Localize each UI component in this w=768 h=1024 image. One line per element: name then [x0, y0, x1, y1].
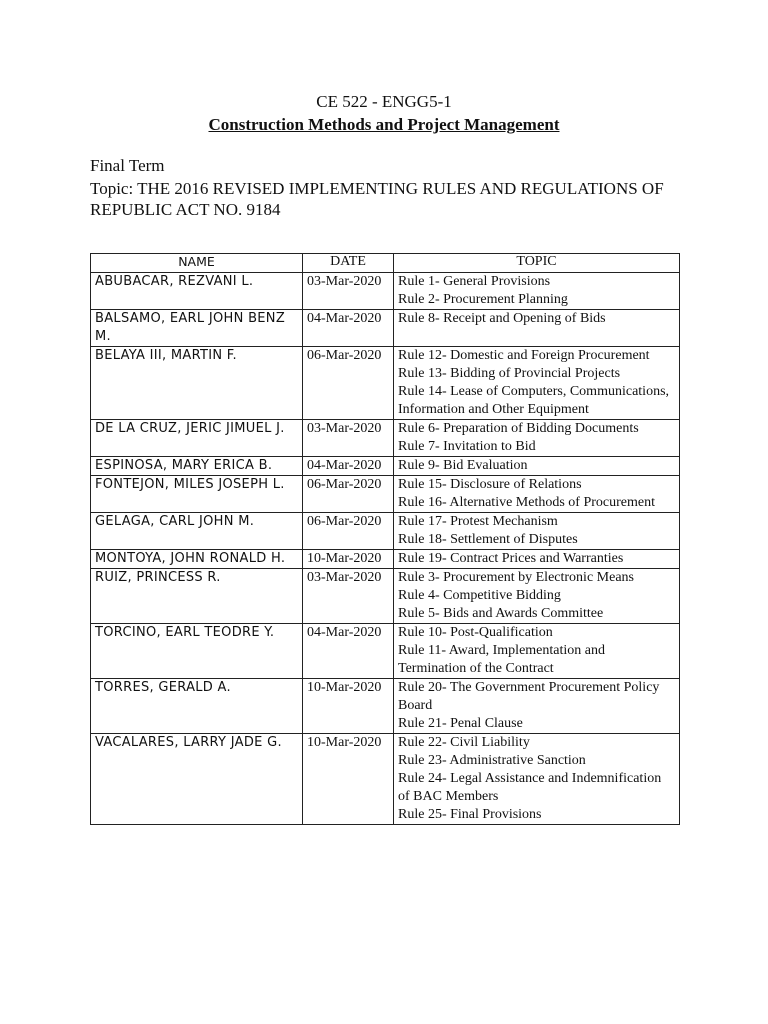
- topic-cell: [394, 310, 680, 347]
- topic-cell: [394, 569, 680, 624]
- topic-cell: [394, 457, 680, 476]
- table-row: [91, 569, 680, 624]
- course-code: CE 522 - ENGG5-1: [316, 92, 452, 111]
- topic-cell: [394, 347, 680, 420]
- report-date: 04-Mar-2020: [303, 624, 394, 679]
- report-date: 06-Mar-2020: [303, 513, 394, 550]
- rule-item: Rule 25- Final Provisions: [398, 807, 542, 822]
- report-date: 03-Mar-2020: [303, 569, 394, 624]
- rule-item: Rule 21- Penal Clause: [398, 716, 523, 731]
- rule-item: Rule 13- Bidding of Provincial Projects: [398, 366, 621, 381]
- table-row: [91, 310, 680, 347]
- report-date: 03-Mar-2020: [303, 273, 394, 310]
- term-label: Final Term: [90, 156, 165, 175]
- topic-cell: [394, 734, 680, 825]
- topic-cell: [394, 550, 680, 569]
- rule-item: Rule 16- Alternative Methods of Procurement: [398, 495, 655, 510]
- table-row: [91, 513, 680, 550]
- student-name: ABUBACAR, REZVANI L.: [91, 273, 303, 310]
- rule-item: Rule 17- Protest Mechanism: [398, 514, 558, 529]
- student-name: ESPINOSA, MARY ERICA B.: [91, 457, 303, 476]
- rule-item: Rule 20- The Government Procurement Policy Board: [398, 680, 660, 713]
- report-date: 04-Mar-2020: [303, 457, 394, 476]
- table-row: [91, 347, 680, 420]
- student-name: DE LA CRUZ, JERIC JIMUEL J.: [91, 420, 303, 457]
- table-row: [91, 624, 680, 679]
- student-name: FONTEJON, MILES JOSEPH L.: [91, 476, 303, 513]
- topic-heading: Topic: THE 2016 REVISED IMPLEMENTING RULES AND REGULATIONS OF REPUBLIC ACT NO. 9184: [90, 179, 664, 219]
- rule-item: Rule 23- Administrative Sanction: [398, 753, 586, 768]
- rule-item: Rule 5- Bids and Awards Committee: [398, 606, 604, 621]
- student-name: VACALARES, LARRY JADE G.: [91, 734, 303, 825]
- name-column-header: NAME: [91, 254, 303, 273]
- topic-cell: [394, 273, 680, 310]
- student-name: GELAGA, CARL JOHN M.: [91, 513, 303, 550]
- rule-item: Rule 15- Disclosure of Relations: [398, 477, 582, 492]
- rule-item: Rule 3- Procurement by Electronic Means: [398, 570, 634, 585]
- date-column-header: DATE: [303, 254, 394, 273]
- table-header-row: [91, 254, 680, 273]
- rule-item: Rule 12- Domestic and Foreign Procurement: [398, 348, 650, 363]
- table-row: [91, 420, 680, 457]
- report-date: 06-Mar-2020: [303, 347, 394, 420]
- topic-cell: [394, 624, 680, 679]
- rule-item: Rule 14- Lease of Computers, Communications, Information and Other Equipment: [398, 384, 670, 417]
- report-date: 10-Mar-2020: [303, 734, 394, 825]
- rule-item: Rule 6- Preparation of Bidding Documents: [398, 421, 639, 436]
- report-date: 06-Mar-2020: [303, 476, 394, 513]
- report-date: 03-Mar-2020: [303, 420, 394, 457]
- table-body: [91, 273, 680, 825]
- rule-item: Rule 1- General Provisions: [398, 274, 551, 289]
- table-row: [91, 476, 680, 513]
- student-name: RUIZ, PRINCESS R.: [91, 569, 303, 624]
- topic-column-header: TOPIC: [394, 254, 680, 273]
- report-date: 04-Mar-2020: [303, 310, 394, 347]
- rule-item: Rule 4- Competitive Bidding: [398, 588, 561, 603]
- rule-item: Rule 24- Legal Assistance and Indemnification of BAC Members: [398, 771, 662, 804]
- report-date: 10-Mar-2020: [303, 550, 394, 569]
- topic-cell: [394, 679, 680, 734]
- rule-item: Rule 7- Invitation to Bid: [398, 439, 536, 454]
- table-row: [91, 273, 680, 310]
- topic-cell: [394, 476, 680, 513]
- rule-item: Rule 18- Settlement of Disputes: [398, 532, 578, 547]
- table-row: [91, 679, 680, 734]
- rule-item: Rule 22- Civil Liability: [398, 735, 530, 750]
- report-date: 10-Mar-2020: [303, 679, 394, 734]
- topic-cell: [394, 513, 680, 550]
- student-name: TORRES, GERALD A.: [91, 679, 303, 734]
- rule-item: Rule 2- Procurement Planning: [398, 292, 568, 307]
- topic-cell: [394, 420, 680, 457]
- assignment-table: [90, 253, 680, 825]
- rule-item: Rule 11- Award, Implementation and Termination of the Contract: [398, 643, 605, 676]
- rule-item: Rule 9- Bid Evaluation: [398, 458, 528, 473]
- student-name: BELAYA III, MARTIN F.: [91, 347, 303, 420]
- table-row: [91, 550, 680, 569]
- rule-item: Rule 8- Receipt and Opening of Bids: [398, 311, 606, 326]
- table-row: [91, 734, 680, 825]
- rule-item: Rule 10- Post-Qualification: [398, 625, 553, 640]
- table-row: [91, 457, 680, 476]
- student-name: TORCINO, EARL TEODRE Y.: [91, 624, 303, 679]
- student-name: BALSAMO, EARL JOHN BENZ M.: [91, 310, 303, 347]
- rule-item: Rule 19- Contract Prices and Warranties: [398, 551, 624, 566]
- course-title: Construction Methods and Project Management: [208, 115, 560, 134]
- student-name: MONTOYA, JOHN RONALD H.: [91, 550, 303, 569]
